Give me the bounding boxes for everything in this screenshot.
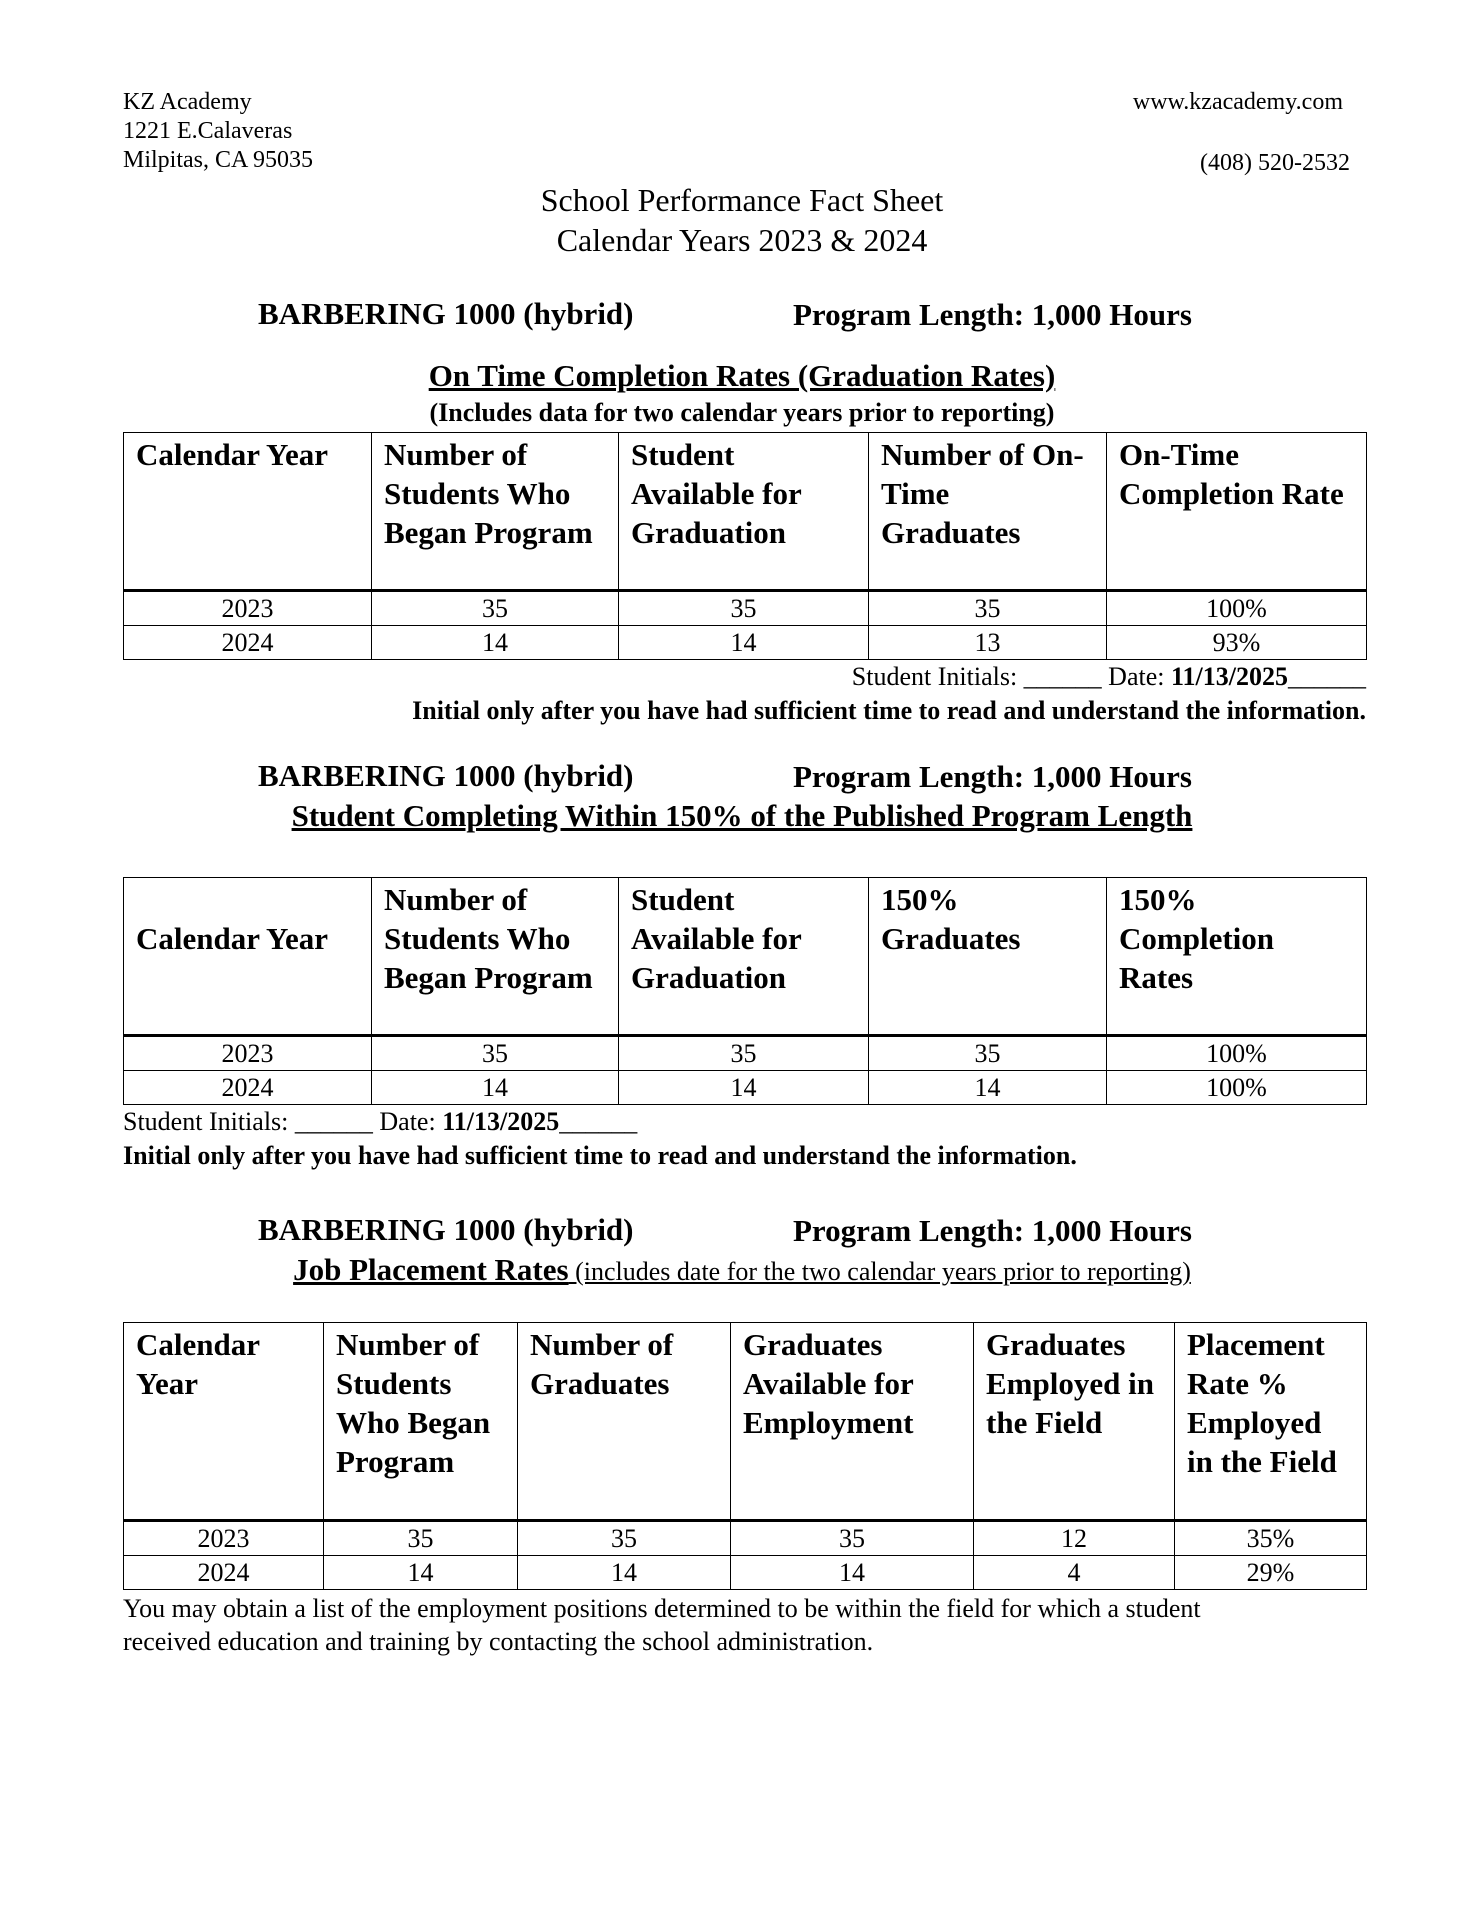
table-cell: 14 xyxy=(619,1071,869,1105)
column-header: Number of Students Who Began Program xyxy=(372,433,619,591)
table-cell: 4 xyxy=(974,1556,1175,1590)
table-row xyxy=(124,1071,1367,1105)
column-header: Number of Students Who Began Program xyxy=(324,1323,518,1521)
job-placement-table xyxy=(123,1322,1367,1590)
section1-heading: On Time Completion Rates (Graduation Rates) xyxy=(428,358,1056,393)
section2-heading: Student Completing Within 150% of the Published Program Length xyxy=(291,798,1193,833)
table-cell: 35 xyxy=(869,591,1107,626)
program-name: BARBERING 1000 (hybrid) xyxy=(258,296,634,331)
initials-label: Student Initials: ______ Date: xyxy=(851,662,1171,691)
table-cell: 14 xyxy=(324,1556,518,1590)
table-cell: 35 xyxy=(372,591,619,626)
table-cell: 29% xyxy=(1175,1556,1367,1590)
column-header: Student Available for Graduation xyxy=(619,878,869,1036)
table-row xyxy=(124,1556,1367,1590)
column-header: Number of On-Time Graduates xyxy=(869,433,1107,591)
table-header-row xyxy=(124,1323,1367,1521)
section1-subheading: (Includes data for two calendar years prior to reporting) xyxy=(429,398,1055,427)
section3-heading-line xyxy=(0,1252,1484,1288)
footer-line: received education and training by contacting the school administration. xyxy=(123,1627,874,1656)
column-header: Number of Graduates xyxy=(518,1323,731,1521)
table-cell: 2024 xyxy=(124,1556,324,1590)
section2-note: Initial only after you have had sufficient time to read and understand the information. xyxy=(123,1141,1077,1170)
column-header: Graduates Available for Employment xyxy=(731,1323,974,1521)
page-title: School Performance Fact Sheet xyxy=(540,182,944,218)
table-header-row xyxy=(124,878,1367,1036)
table-header-row xyxy=(124,433,1367,591)
date-blank: ______ xyxy=(1288,662,1366,691)
page-subtitle: Calendar Years 2023 & 2024 xyxy=(556,222,928,258)
program-name: BARBERING 1000 (hybrid) xyxy=(258,1212,634,1247)
column-header: Placement Rate % Employed in the Field xyxy=(1175,1323,1367,1521)
footer-line: You may obtain a list of the employment positions determined to be within the field for which a student xyxy=(123,1594,1201,1623)
table-cell: 14 xyxy=(731,1556,974,1590)
column-header: Calendar Year xyxy=(124,878,372,1036)
table-cell: 2023 xyxy=(124,591,372,626)
table-cell: 14 xyxy=(869,1071,1107,1105)
footer-note xyxy=(123,1592,1201,1658)
table-cell: 35 xyxy=(518,1521,731,1556)
section1-note: Initial only after you have had sufficient time to read and understand the information. xyxy=(412,696,1366,725)
table-cell: 100% xyxy=(1107,1036,1367,1071)
address-line: 1221 E.Calaveras xyxy=(123,118,293,144)
table-cell: 14 xyxy=(518,1556,731,1590)
table-cell: 13 xyxy=(869,626,1107,660)
table-cell: 35 xyxy=(731,1521,974,1556)
section3-heading: Job Placement Rates xyxy=(293,1252,569,1287)
section2-initials-line xyxy=(123,1107,637,1137)
table-cell: 35 xyxy=(619,591,869,626)
table-cell: 35 xyxy=(372,1036,619,1071)
initials-date: 11/13/2025 xyxy=(442,1107,560,1136)
table-cell: 2024 xyxy=(124,1071,372,1105)
table-row xyxy=(124,591,1367,626)
table-row xyxy=(124,1036,1367,1071)
table-cell: 12 xyxy=(974,1521,1175,1556)
column-header: Calendar Year xyxy=(124,1323,324,1521)
school-website[interactable]: www.kzacademy.com xyxy=(1132,89,1343,115)
date-blank: ______ xyxy=(559,1107,638,1136)
section1-initials-line xyxy=(852,662,1366,692)
table-row xyxy=(124,626,1367,660)
table-cell: 100% xyxy=(1107,591,1367,626)
program-length: Program Length: 1,000 Hours xyxy=(793,1213,1192,1248)
on-time-completion-table xyxy=(123,432,1367,660)
table-cell: 2023 xyxy=(124,1521,324,1556)
table-cell: 14 xyxy=(372,626,619,660)
table-row xyxy=(124,1521,1367,1556)
table-cell: 100% xyxy=(1107,1071,1367,1105)
table-cell: 14 xyxy=(619,626,869,660)
school-phone: (408) 520-2532 xyxy=(1200,150,1350,176)
program-name: BARBERING 1000 (hybrid) xyxy=(258,758,634,793)
school-name: KZ Academy xyxy=(123,89,252,115)
table-cell: 35 xyxy=(619,1036,869,1071)
column-header: Student Available for Graduation xyxy=(619,433,869,591)
table-cell: 35 xyxy=(869,1036,1107,1071)
initials-date: 11/13/2025 xyxy=(1170,662,1288,691)
program-length: Program Length: 1,000 Hours xyxy=(793,759,1192,794)
column-header: 150% Completion Rates xyxy=(1107,878,1367,1036)
table-cell: 14 xyxy=(372,1071,619,1105)
column-header: Graduates Employed in the Field xyxy=(974,1323,1175,1521)
table-cell: 35% xyxy=(1175,1521,1367,1556)
table-cell: 93% xyxy=(1107,626,1367,660)
column-header: On-Time Completion Rate xyxy=(1107,433,1367,591)
program-length: Program Length: 1,000 Hours xyxy=(793,297,1192,332)
table-cell: 2024 xyxy=(124,626,372,660)
column-header: Number of Students Who Began Program xyxy=(372,878,619,1036)
column-header: Calendar Year xyxy=(124,433,372,591)
table-cell: 35 xyxy=(324,1521,518,1556)
school-address xyxy=(123,88,313,175)
column-header: 150% Graduates xyxy=(869,878,1107,1036)
initials-label: Student Initials: ______ Date: xyxy=(123,1107,443,1136)
section3-heading-suffix: (includes date for the two calendar years prior to reporting) xyxy=(568,1257,1191,1286)
table-cell: 2023 xyxy=(124,1036,372,1071)
city-line: Milpitas, CA 95035 xyxy=(123,147,314,173)
completion-150-table xyxy=(123,877,1367,1105)
